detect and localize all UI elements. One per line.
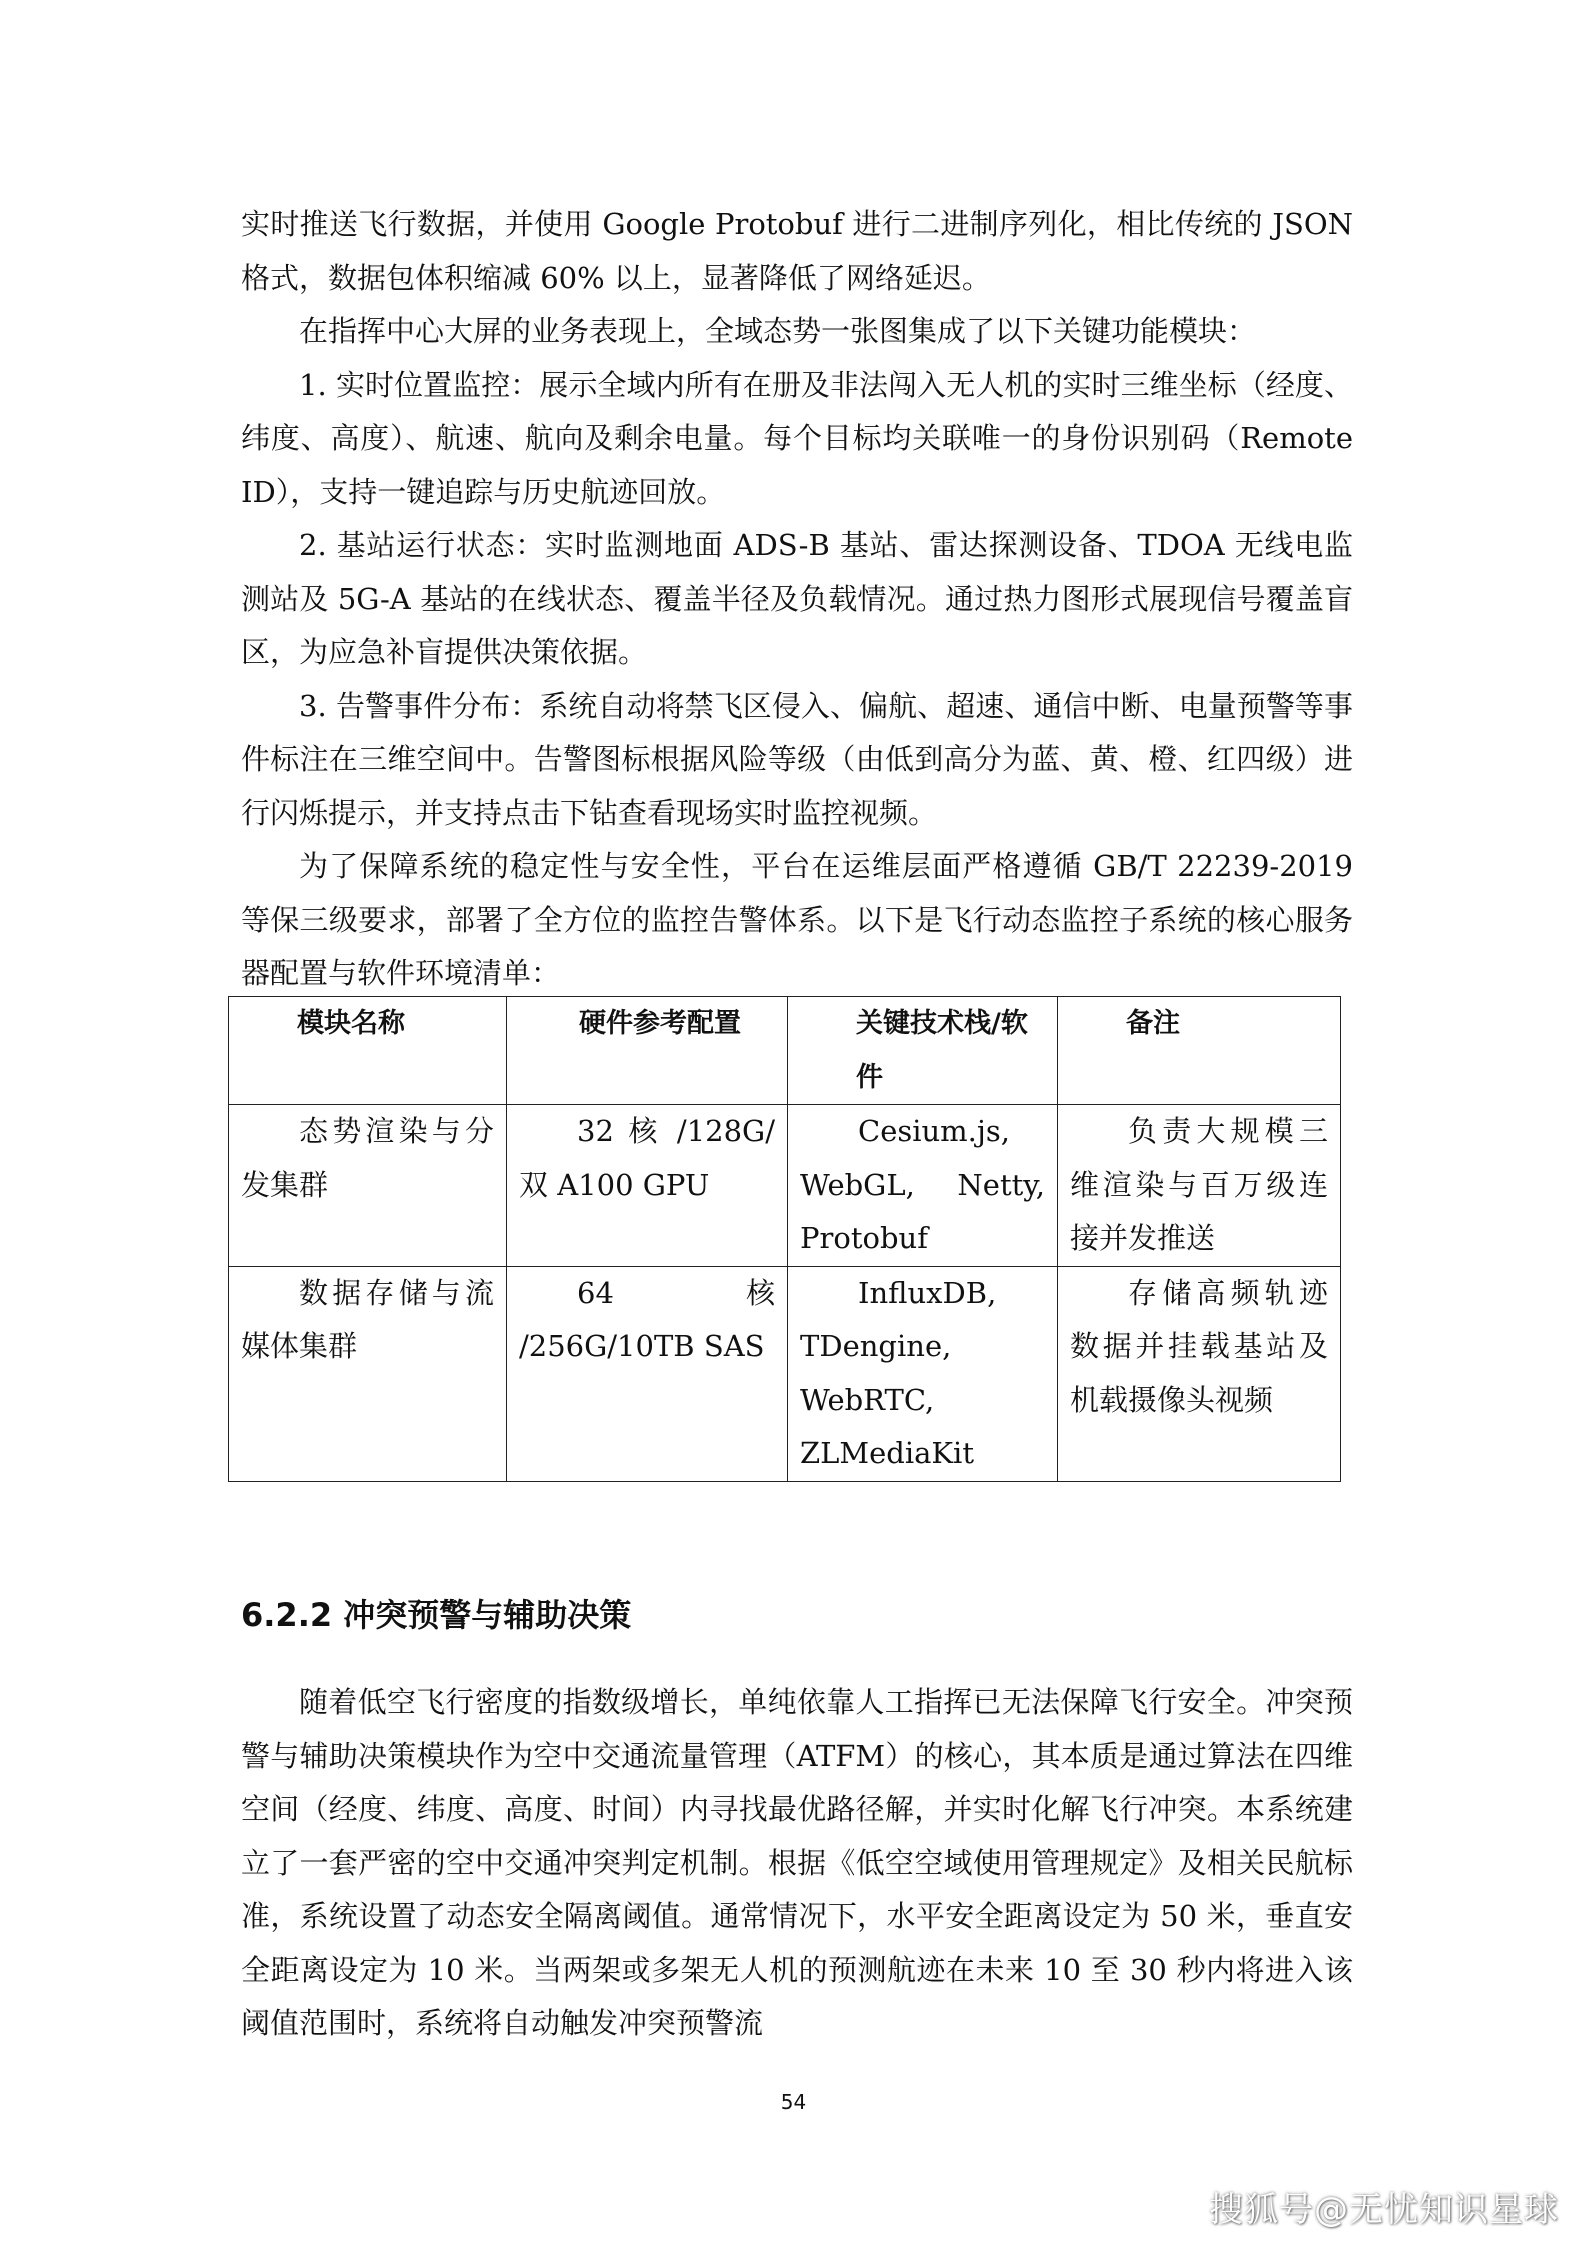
paragraph: 1. 实时位置监控：展示全域内所有在册及非法闯入无人机的实时三维坐标（经度、纬度、高度）、航速、航向及剩余电量。每个目标均关联唯一的身份识别码（Remote ID），支持一键追踪与历史航迹回放。	[241, 367, 1353, 509]
paragraph: 为了保障系统的稳定性与安全性，平台在运维层面严格遵循 GB/T 22239-2019 等保三级要求，部署了全方位的监控告警体系。以下是飞行动态监控子系统的核心服务器配置与软件环境清单：	[241, 849, 1353, 990]
cell-module-name: 数据存储与流媒体集群	[229, 1266, 507, 1481]
page-number: 54	[780, 2090, 807, 2114]
paragraph: 在指挥中心大屏的业务表现上，全域态势一张图集成了以下关键功能模块：	[299, 314, 1257, 348]
watermark: 搜狐号@无忧知识星球	[1209, 2190, 1559, 2230]
cell-tech-stack: Cesium.js, WebGL, Netty, Protobuf	[788, 1105, 1058, 1267]
header-remark: 备注	[1058, 997, 1341, 1105]
cell-tech-stack: InfluxDB, TDengine, WebRTC, ZLMediaKit	[788, 1266, 1058, 1481]
cell-hardware: 32 核 /128G/双 A100 GPU	[507, 1105, 788, 1267]
cell-module-name: 态势渲染与分发集群	[229, 1105, 507, 1267]
table-header-row	[229, 997, 1341, 1105]
header-tech-stack: 关键技术栈/软件	[788, 997, 1058, 1105]
section-heading: 6.2.2 冲突预警与辅助决策	[241, 1596, 632, 1634]
cell-remark: 存储高频轨迹数据并挂载基站及机载摄像头视频	[1058, 1266, 1341, 1481]
paragraph: 随着低空飞行密度的指数级增长，单纯依靠人工指挥已无法保障飞行安全。冲突预警与辅助决策模块作为空中交通流量管理（ATFM）的核心，其本质是通过算法在四维空间（经度、纬度、高度、时间）内寻找最优路径解，并实时化解飞行冲突。本系统建立了一套严密的空中交通冲突判定机制。根据《低空空域使用管理规定》及相关民航标准，系统设置了动态安全隔离阈值。通常情况下，水平安全距离设定为 50 米，垂直安全距离设定为 10 米。当两架或多架无人机的预测航迹在未来 10 至 30 秒内将进入该阈值范围时，系统将自动触发冲突预警流	[241, 1685, 1353, 2040]
cell-remark: 负责大规模三维渲染与百万级连接并发推送	[1058, 1105, 1341, 1267]
header-module-name: 模块名称	[229, 997, 507, 1105]
server-config-table	[228, 996, 1341, 1482]
paragraph: 3. 告警事件分布：系统自动将禁飞区侵入、偏航、超速、通信中断、电量预警等事件标注在三维空间中。告警图标根据风险等级（由低到高分为蓝、黄、橙、红四级）进行闪烁提示，并支持点击下钻查看现场实时监控视频。	[241, 688, 1353, 830]
table-row	[229, 1266, 1341, 1481]
body-text-bottom	[241, 1676, 1353, 2051]
body-text-top	[241, 198, 1353, 1001]
paragraph: 2. 基站运行状态：实时监测地面 ADS-B 基站、雷达探测设备、TDOA 无线电监测站及 5G-A 基站的在线状态、覆盖半径及负载情况。通过热力图形式展现信号覆盖盲区，为应急补盲提供决策依据。	[241, 528, 1353, 669]
cell-hardware: 64 核 /256G/10TB SAS	[507, 1266, 788, 1481]
header-hardware: 硬件参考配置	[507, 997, 788, 1105]
paragraph: 实时推送飞行数据，并使用 Google Protobuf 进行二进制序列化，相比传统的 JSON 格式，数据包体积缩减 60% 以上，显著降低了网络延迟。	[241, 207, 1353, 295]
table-row	[229, 1105, 1341, 1267]
